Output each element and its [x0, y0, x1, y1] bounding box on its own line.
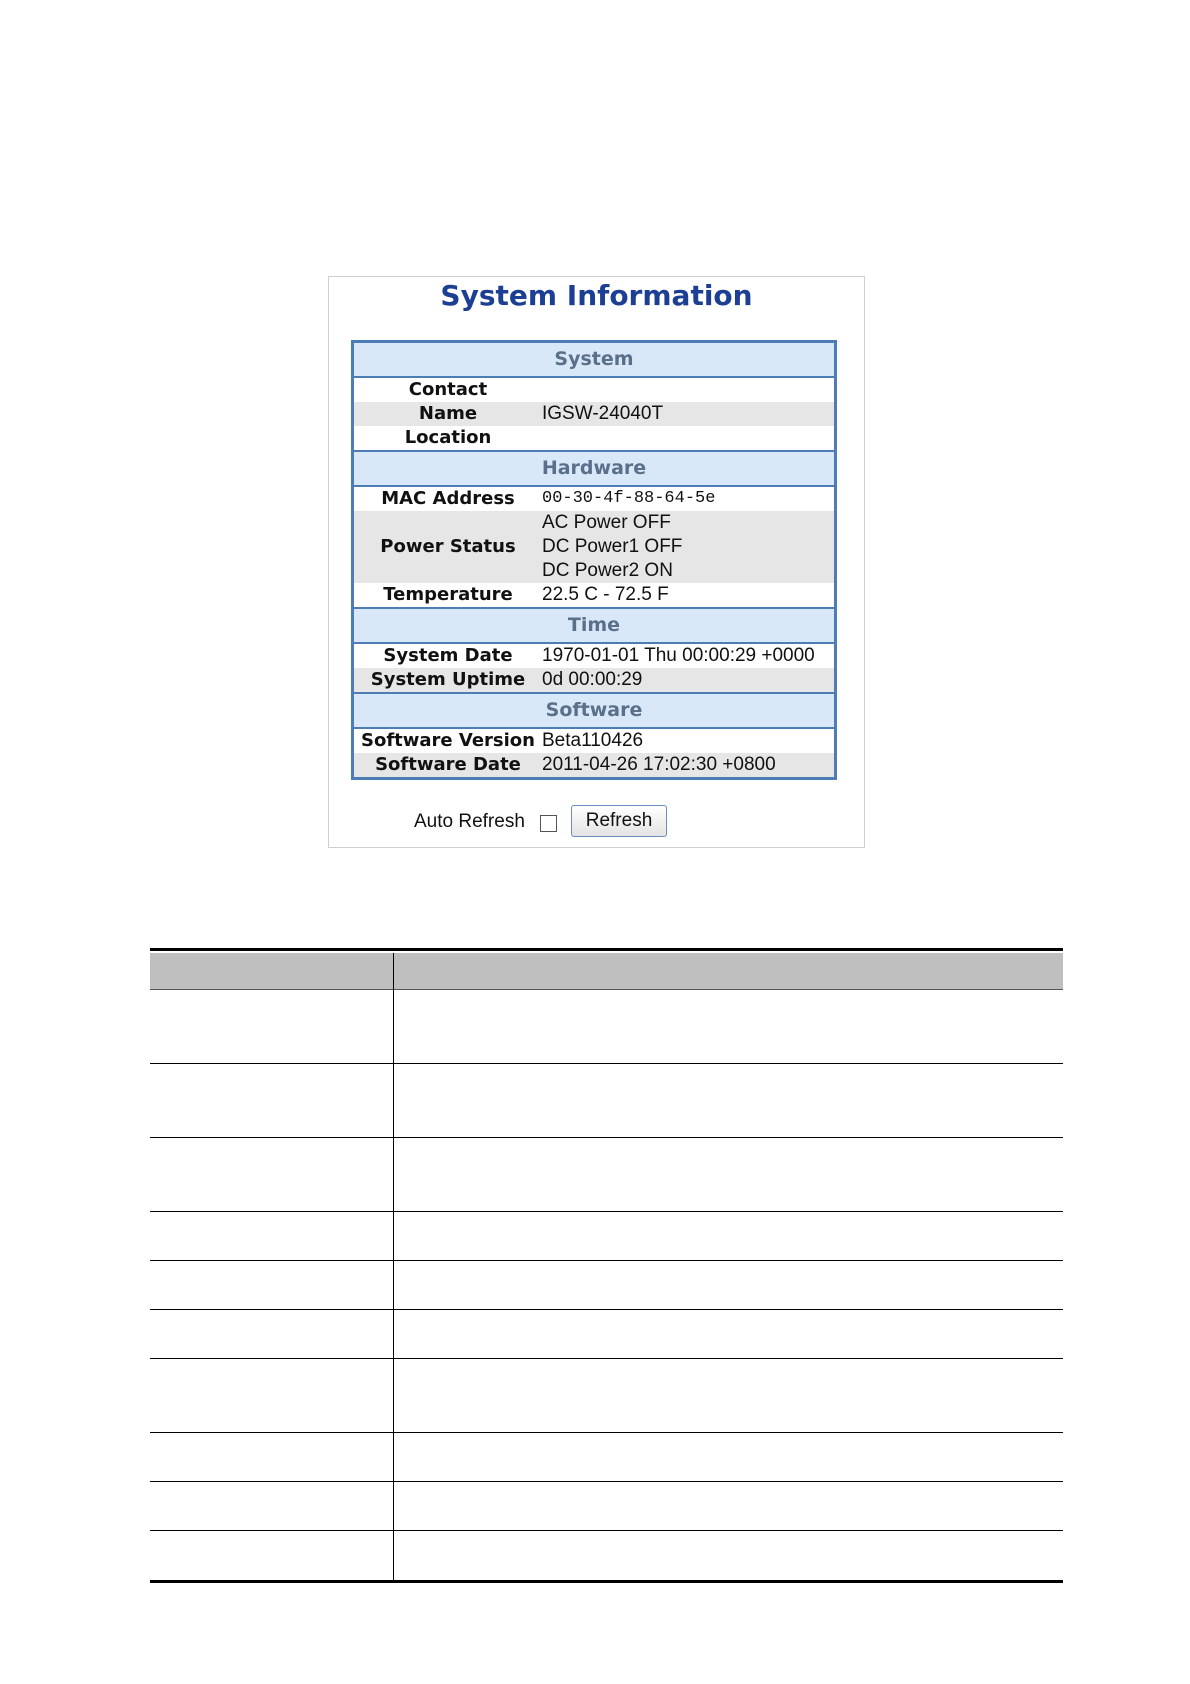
row-software-version	[354, 729, 834, 753]
table-row	[150, 1310, 1063, 1359]
table-row	[150, 1212, 1063, 1261]
row-value: 1970-01-01 Thu 00:00:29 +0000	[542, 645, 815, 666]
table-row	[150, 1433, 1063, 1482]
table-row	[150, 1482, 1063, 1531]
row-label: Temperature	[383, 584, 513, 605]
row-label: MAC Address	[381, 488, 515, 509]
table-bottom-rule	[150, 1580, 1063, 1583]
section-header-software: Software	[354, 692, 834, 729]
table-row	[150, 1138, 1063, 1212]
row-mac-address	[354, 487, 834, 511]
row-label: Software Version	[361, 730, 535, 751]
row-label: Contact	[408, 379, 488, 400]
refresh-controls	[329, 805, 864, 839]
row-power-status	[354, 511, 834, 583]
row-location	[354, 426, 834, 450]
section-header-hardware: Hardware	[354, 450, 834, 487]
parameter-description-table	[150, 948, 1063, 1584]
row-value	[542, 426, 834, 450]
row-value: Beta110426	[542, 730, 644, 751]
row-name	[354, 402, 834, 426]
section-header-time: Time	[354, 607, 834, 644]
auto-refresh-label: Auto Refresh	[414, 811, 525, 832]
row-system-uptime	[354, 668, 834, 692]
row-value: 2011-04-26 17:02:30 +0800	[542, 754, 776, 775]
table-top-rule	[150, 948, 1063, 951]
row-value: 00-30-4f-88-64-5e	[542, 489, 716, 508]
row-value	[542, 378, 834, 402]
row-temperature	[354, 583, 834, 607]
row-software-date	[354, 753, 834, 777]
row-label: System Date	[383, 645, 513, 666]
power-status-dc1: DC Power1 OFF	[542, 536, 683, 557]
power-status-ac: AC Power OFF	[542, 512, 671, 533]
table-row	[150, 1261, 1063, 1310]
table-column-divider	[393, 953, 394, 1581]
table-header-row	[150, 953, 1063, 990]
row-contact	[354, 378, 834, 402]
section-header-system: System	[354, 343, 834, 378]
row-label: Power Status	[380, 536, 516, 557]
table-row	[150, 1359, 1063, 1433]
row-value: 0d 00:00:29	[542, 669, 643, 690]
page-title: System Information	[440, 279, 753, 312]
table-row	[150, 990, 1063, 1064]
row-label: Name	[418, 403, 478, 424]
table-row	[150, 1064, 1063, 1138]
row-system-date	[354, 644, 834, 668]
row-label: Software Date	[375, 754, 521, 775]
system-information-panel	[328, 276, 865, 848]
power-status-list	[542, 511, 834, 583]
row-label: System Uptime	[370, 669, 526, 690]
row-label: Location	[404, 427, 492, 448]
auto-refresh-checkbox[interactable]	[540, 815, 557, 832]
power-status-dc2: DC Power2 ON	[542, 560, 673, 581]
row-value: 22.5 C - 72.5 F	[542, 584, 669, 605]
row-value: IGSW-24040T	[542, 403, 664, 424]
system-info-table	[351, 340, 837, 780]
refresh-button[interactable]: Refresh	[571, 805, 667, 837]
